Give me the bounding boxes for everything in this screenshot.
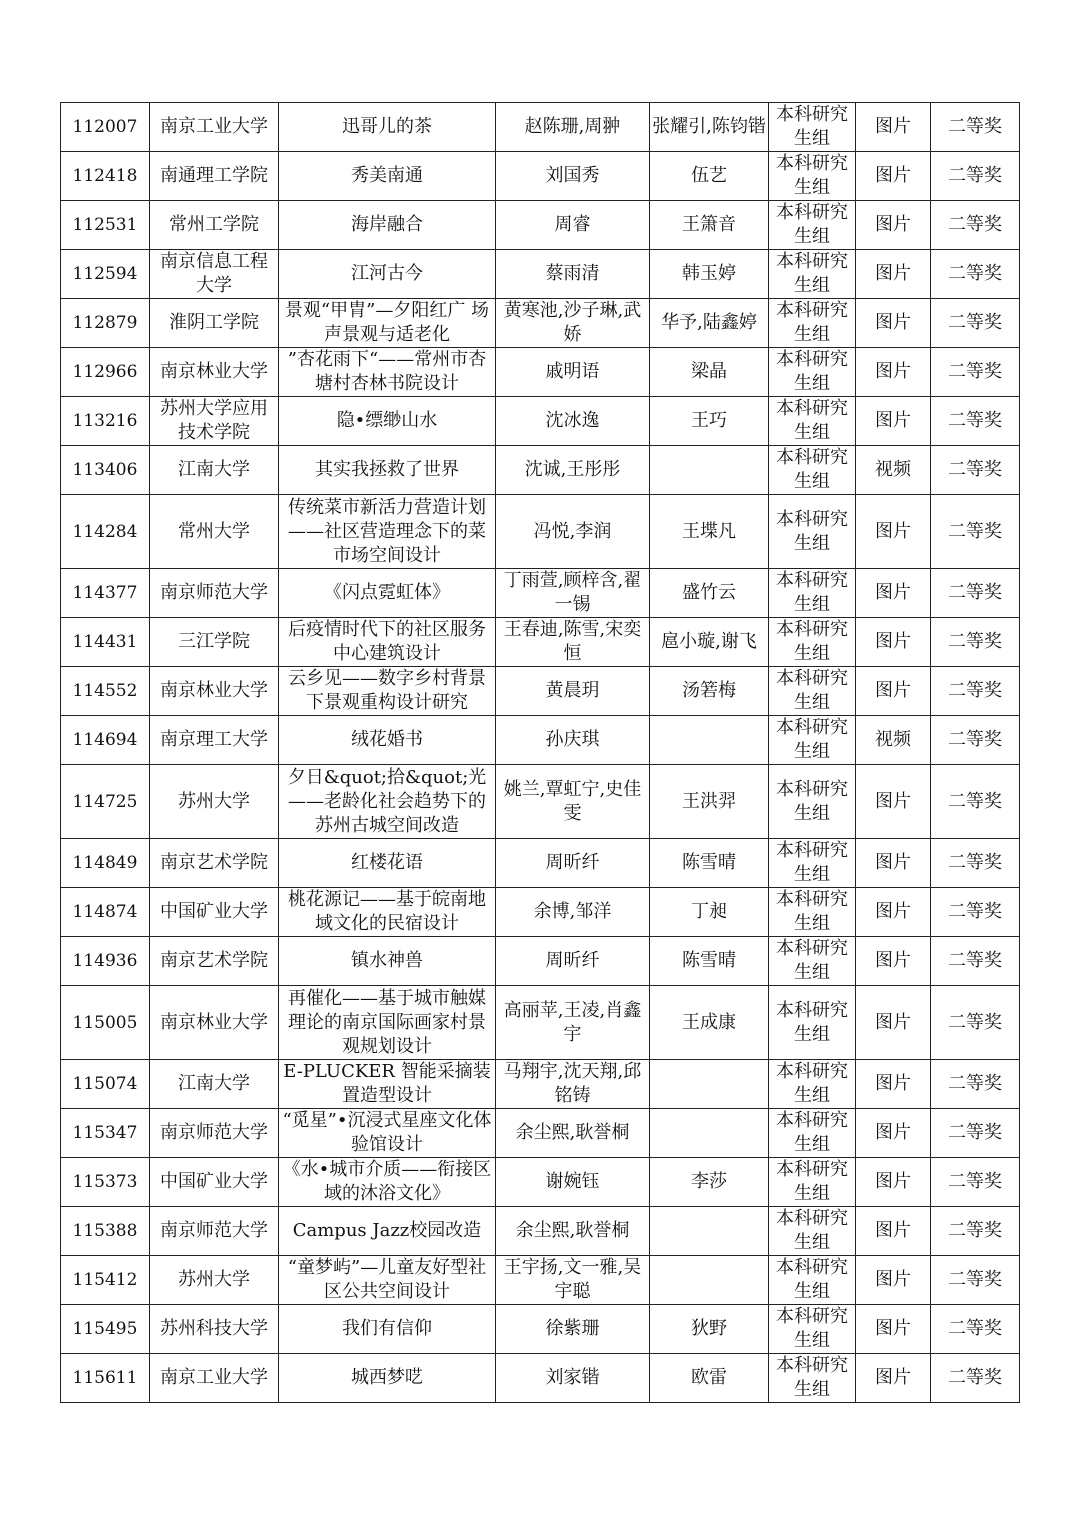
work-title-cell: 迅哥儿的茶 (279, 103, 496, 152)
school-cell: 南京师范大学 (150, 1109, 279, 1158)
entry-id-cell: 115495 (61, 1305, 150, 1354)
entry-id-cell: 112879 (61, 299, 150, 348)
advisor-cell: 李莎 (650, 1158, 769, 1207)
table-row (61, 1109, 1020, 1158)
group-cell: 本科研究生组 (769, 348, 856, 397)
school-cell: 苏州大学 (150, 765, 279, 839)
media-type-cell: 图片 (856, 1354, 931, 1403)
work-title-cell: 后疫情时代下的社区服务中心建筑设计 (279, 618, 496, 667)
advisor-cell: 伍艺 (650, 152, 769, 201)
award-cell: 二等奖 (931, 250, 1020, 299)
media-type-cell: 图片 (856, 1207, 931, 1256)
work-title-cell: 秀美南通 (279, 152, 496, 201)
group-cell: 本科研究生组 (769, 1256, 856, 1305)
advisor-cell (650, 446, 769, 495)
media-type-cell: 视频 (856, 716, 931, 765)
table-row (61, 1256, 1020, 1305)
entry-id-cell: 112531 (61, 201, 150, 250)
work-title-cell: 江河古今 (279, 250, 496, 299)
media-type-cell: 图片 (856, 495, 931, 569)
entry-id-cell: 114936 (61, 937, 150, 986)
authors-cell: 余博,邹洋 (496, 888, 650, 937)
work-title-cell: Campus Jazz校园改造 (279, 1207, 496, 1256)
entry-id-cell: 115611 (61, 1354, 150, 1403)
entry-id-cell: 115412 (61, 1256, 150, 1305)
media-type-cell: 视频 (856, 446, 931, 495)
media-type-cell: 图片 (856, 250, 931, 299)
award-cell: 二等奖 (931, 1305, 1020, 1354)
table-row (61, 397, 1020, 446)
entry-id-cell: 115388 (61, 1207, 150, 1256)
group-cell: 本科研究生组 (769, 667, 856, 716)
award-cell: 二等奖 (931, 765, 1020, 839)
group-cell: 本科研究生组 (769, 103, 856, 152)
group-cell: 本科研究生组 (769, 888, 856, 937)
table-row (61, 299, 1020, 348)
work-title-cell: 景观“甲胄”—夕阳红广 场声景观与适老化 (279, 299, 496, 348)
work-title-cell: 我们有信仰 (279, 1305, 496, 1354)
advisor-cell: 盛竹云 (650, 569, 769, 618)
advisor-cell (650, 1109, 769, 1158)
school-cell: 南通理工学院 (150, 152, 279, 201)
authors-cell: 赵陈珊,周翀 (496, 103, 650, 152)
work-title-cell: 《闪点霓虹体》 (279, 569, 496, 618)
group-cell: 本科研究生组 (769, 765, 856, 839)
work-title-cell: 红楼花语 (279, 839, 496, 888)
group-cell: 本科研究生组 (769, 250, 856, 299)
entry-id-cell: 114694 (61, 716, 150, 765)
award-cell: 二等奖 (931, 618, 1020, 667)
school-cell: 三江学院 (150, 618, 279, 667)
authors-cell: 沈冰逸 (496, 397, 650, 446)
group-cell: 本科研究生组 (769, 1060, 856, 1109)
award-cell: 二等奖 (931, 569, 1020, 618)
award-cell: 二等奖 (931, 495, 1020, 569)
advisor-cell: 王巧 (650, 397, 769, 446)
group-cell: 本科研究生组 (769, 569, 856, 618)
group-cell: 本科研究生组 (769, 1305, 856, 1354)
table-row (61, 1158, 1020, 1207)
entry-id-cell: 115074 (61, 1060, 150, 1109)
advisor-cell: 汤箬梅 (650, 667, 769, 716)
advisor-cell (650, 1256, 769, 1305)
table-row (61, 667, 1020, 716)
group-cell: 本科研究生组 (769, 201, 856, 250)
group-cell: 本科研究生组 (769, 716, 856, 765)
group-cell: 本科研究生组 (769, 1158, 856, 1207)
media-type-cell: 图片 (856, 1109, 931, 1158)
advisor-cell: 狄野 (650, 1305, 769, 1354)
authors-cell: 余尘熙,耿誉桐 (496, 1207, 650, 1256)
authors-cell: 马翔宇,沈天翔,邱铭铸 (496, 1060, 650, 1109)
advisor-cell: 欧雷 (650, 1354, 769, 1403)
authors-cell: 刘国秀 (496, 152, 650, 201)
table-row (61, 201, 1020, 250)
group-cell: 本科研究生组 (769, 152, 856, 201)
school-cell: 中国矿业大学 (150, 1158, 279, 1207)
work-title-cell: E-PLUCKER 智能采摘装置造型设计 (279, 1060, 496, 1109)
table-row (61, 1354, 1020, 1403)
award-cell: 二等奖 (931, 299, 1020, 348)
media-type-cell: 图片 (856, 1305, 931, 1354)
authors-cell: 戚明语 (496, 348, 650, 397)
authors-cell: 刘家锴 (496, 1354, 650, 1403)
table-row (61, 495, 1020, 569)
school-cell: 江南大学 (150, 1060, 279, 1109)
work-title-cell: 《水•城市介质——衔接区域的沐浴文化》 (279, 1158, 496, 1207)
authors-cell: 周睿 (496, 201, 650, 250)
media-type-cell: 图片 (856, 667, 931, 716)
authors-cell: 余尘熙,耿誉桐 (496, 1109, 650, 1158)
media-type-cell: 图片 (856, 1060, 931, 1109)
work-title-cell: 传统菜市新活力营造计划——社区营造理念下的菜市场空间设计 (279, 495, 496, 569)
award-cell: 二等奖 (931, 986, 1020, 1060)
media-type-cell: 图片 (856, 1256, 931, 1305)
school-cell: 南京工业大学 (150, 103, 279, 152)
award-cell: 二等奖 (931, 397, 1020, 446)
media-type-cell: 图片 (856, 152, 931, 201)
work-title-cell: 桃花源记——基于皖南地域文化的民宿设计 (279, 888, 496, 937)
entry-id-cell: 115347 (61, 1109, 150, 1158)
table-row (61, 986, 1020, 1060)
advisor-cell: 张耀引,陈钧锴 (650, 103, 769, 152)
entry-id-cell: 115005 (61, 986, 150, 1060)
work-title-cell: 海岸融合 (279, 201, 496, 250)
media-type-cell: 图片 (856, 103, 931, 152)
entry-id-cell: 114431 (61, 618, 150, 667)
authors-cell: 蔡雨清 (496, 250, 650, 299)
group-cell: 本科研究生组 (769, 1207, 856, 1256)
school-cell: 苏州大学应用技术学院 (150, 397, 279, 446)
school-cell: 江南大学 (150, 446, 279, 495)
school-cell: 常州工学院 (150, 201, 279, 250)
media-type-cell: 图片 (856, 839, 931, 888)
table-row (61, 1305, 1020, 1354)
group-cell: 本科研究生组 (769, 1109, 856, 1158)
award-cell: 二等奖 (931, 839, 1020, 888)
work-title-cell: 夕日&quot;拾&quot;光——老龄化社会趋势下的苏州古城空间改造 (279, 765, 496, 839)
entry-id-cell: 112418 (61, 152, 150, 201)
table-row (61, 348, 1020, 397)
school-cell: 淮阴工学院 (150, 299, 279, 348)
award-cell: 二等奖 (931, 348, 1020, 397)
school-cell: 南京林业大学 (150, 986, 279, 1060)
award-cell: 二等奖 (931, 716, 1020, 765)
entry-id-cell: 112594 (61, 250, 150, 299)
award-cell: 二等奖 (931, 152, 1020, 201)
advisor-cell: 王箫音 (650, 201, 769, 250)
media-type-cell: 图片 (856, 937, 931, 986)
school-cell: 南京艺术学院 (150, 839, 279, 888)
entry-id-cell: 114377 (61, 569, 150, 618)
table-row (61, 250, 1020, 299)
advisor-cell: 王堞凡 (650, 495, 769, 569)
advisor-cell: 陈雪晴 (650, 937, 769, 986)
authors-cell: 周昕纤 (496, 839, 650, 888)
table-row (61, 765, 1020, 839)
advisor-cell (650, 716, 769, 765)
work-title-cell: “童梦屿”—儿童友好型社区公共空间设计 (279, 1256, 496, 1305)
media-type-cell: 图片 (856, 765, 931, 839)
table-row (61, 152, 1020, 201)
work-title-cell: 城西梦呓 (279, 1354, 496, 1403)
school-cell: 常州大学 (150, 495, 279, 569)
school-cell: 南京艺术学院 (150, 937, 279, 986)
school-cell: 南京林业大学 (150, 667, 279, 716)
group-cell: 本科研究生组 (769, 618, 856, 667)
work-title-cell: 镇水神兽 (279, 937, 496, 986)
awards-table (60, 102, 1020, 1403)
award-cell: 二等奖 (931, 1207, 1020, 1256)
award-cell: 二等奖 (931, 667, 1020, 716)
table-row (61, 569, 1020, 618)
award-cell: 二等奖 (931, 888, 1020, 937)
advisor-cell: 华予,陆鑫婷 (650, 299, 769, 348)
school-cell: 南京师范大学 (150, 569, 279, 618)
award-cell: 二等奖 (931, 446, 1020, 495)
table-row (61, 839, 1020, 888)
award-cell: 二等奖 (931, 937, 1020, 986)
school-cell: 苏州大学 (150, 1256, 279, 1305)
entry-id-cell: 114284 (61, 495, 150, 569)
entry-id-cell: 114552 (61, 667, 150, 716)
table-row (61, 103, 1020, 152)
group-cell: 本科研究生组 (769, 446, 856, 495)
authors-cell: 丁雨萱,顾梓含,翟一锡 (496, 569, 650, 618)
advisor-cell: 梁晶 (650, 348, 769, 397)
award-cell: 二等奖 (931, 1158, 1020, 1207)
work-title-cell: ”杏花雨下“——常州市杏塘村杏林书院设计 (279, 348, 496, 397)
authors-cell: 姚兰,覃虹宁,史佳雯 (496, 765, 650, 839)
table-row (61, 1060, 1020, 1109)
work-title-cell: “觅星”•沉浸式星座文化体验馆设计 (279, 1109, 496, 1158)
award-cell: 二等奖 (931, 201, 1020, 250)
school-cell: 中国矿业大学 (150, 888, 279, 937)
media-type-cell: 图片 (856, 201, 931, 250)
school-cell: 南京师范大学 (150, 1207, 279, 1256)
entry-id-cell: 112007 (61, 103, 150, 152)
advisor-cell (650, 1060, 769, 1109)
award-cell: 二等奖 (931, 1060, 1020, 1109)
advisor-cell: 王洪羿 (650, 765, 769, 839)
authors-cell: 孙庆琪 (496, 716, 650, 765)
media-type-cell: 图片 (856, 348, 931, 397)
authors-cell: 沈诚,王彤彤 (496, 446, 650, 495)
work-title-cell: 云乡见——数字乡村背景下景观重构设计研究 (279, 667, 496, 716)
authors-cell: 周昕纤 (496, 937, 650, 986)
media-type-cell: 图片 (856, 618, 931, 667)
advisor-cell: 韩玉婷 (650, 250, 769, 299)
award-cell: 二等奖 (931, 1354, 1020, 1403)
authors-cell: 冯悦,李润 (496, 495, 650, 569)
entry-id-cell: 114725 (61, 765, 150, 839)
authors-cell: 黄寒池,沙子琳,武娇 (496, 299, 650, 348)
entry-id-cell: 112966 (61, 348, 150, 397)
media-type-cell: 图片 (856, 299, 931, 348)
work-title-cell: 再催化——基于城市触媒理论的南京国际画家村景观规划设计 (279, 986, 496, 1060)
entry-id-cell: 113216 (61, 397, 150, 446)
school-cell: 南京信息工程大学 (150, 250, 279, 299)
advisor-cell: 王成康 (650, 986, 769, 1060)
award-cell: 二等奖 (931, 1109, 1020, 1158)
entry-id-cell: 113406 (61, 446, 150, 495)
table-row (61, 937, 1020, 986)
school-cell: 南京理工大学 (150, 716, 279, 765)
authors-cell: 高丽苹,王凌,肖鑫宇 (496, 986, 650, 1060)
media-type-cell: 图片 (856, 569, 931, 618)
authors-cell: 王宇扬,文一雅,吴宇聪 (496, 1256, 650, 1305)
advisor-cell: 丁昶 (650, 888, 769, 937)
table-row (61, 618, 1020, 667)
media-type-cell: 图片 (856, 986, 931, 1060)
group-cell: 本科研究生组 (769, 495, 856, 569)
media-type-cell: 图片 (856, 888, 931, 937)
school-cell: 南京工业大学 (150, 1354, 279, 1403)
award-cell: 二等奖 (931, 103, 1020, 152)
advisor-cell: 扈小璇,谢飞 (650, 618, 769, 667)
table-row (61, 888, 1020, 937)
group-cell: 本科研究生组 (769, 397, 856, 446)
entry-id-cell: 114874 (61, 888, 150, 937)
group-cell: 本科研究生组 (769, 1354, 856, 1403)
group-cell: 本科研究生组 (769, 839, 856, 888)
table-row (61, 1207, 1020, 1256)
award-cell: 二等奖 (931, 1256, 1020, 1305)
authors-cell: 王春迪,陈雪,宋奕恒 (496, 618, 650, 667)
authors-cell: 徐紫珊 (496, 1305, 650, 1354)
authors-cell: 谢婉钰 (496, 1158, 650, 1207)
group-cell: 本科研究生组 (769, 299, 856, 348)
work-title-cell: 其实我拯救了世界 (279, 446, 496, 495)
entry-id-cell: 115373 (61, 1158, 150, 1207)
media-type-cell: 图片 (856, 1158, 931, 1207)
entry-id-cell: 114849 (61, 839, 150, 888)
group-cell: 本科研究生组 (769, 986, 856, 1060)
school-cell: 苏州科技大学 (150, 1305, 279, 1354)
media-type-cell: 图片 (856, 397, 931, 446)
authors-cell: 黄晨玥 (496, 667, 650, 716)
table-row (61, 446, 1020, 495)
advisor-cell: 陈雪晴 (650, 839, 769, 888)
table-body (61, 103, 1020, 1403)
advisor-cell (650, 1207, 769, 1256)
school-cell: 南京林业大学 (150, 348, 279, 397)
table-row (61, 716, 1020, 765)
work-title-cell: 隐•缥缈山水 (279, 397, 496, 446)
group-cell: 本科研究生组 (769, 937, 856, 986)
work-title-cell: 绒花婚书 (279, 716, 496, 765)
